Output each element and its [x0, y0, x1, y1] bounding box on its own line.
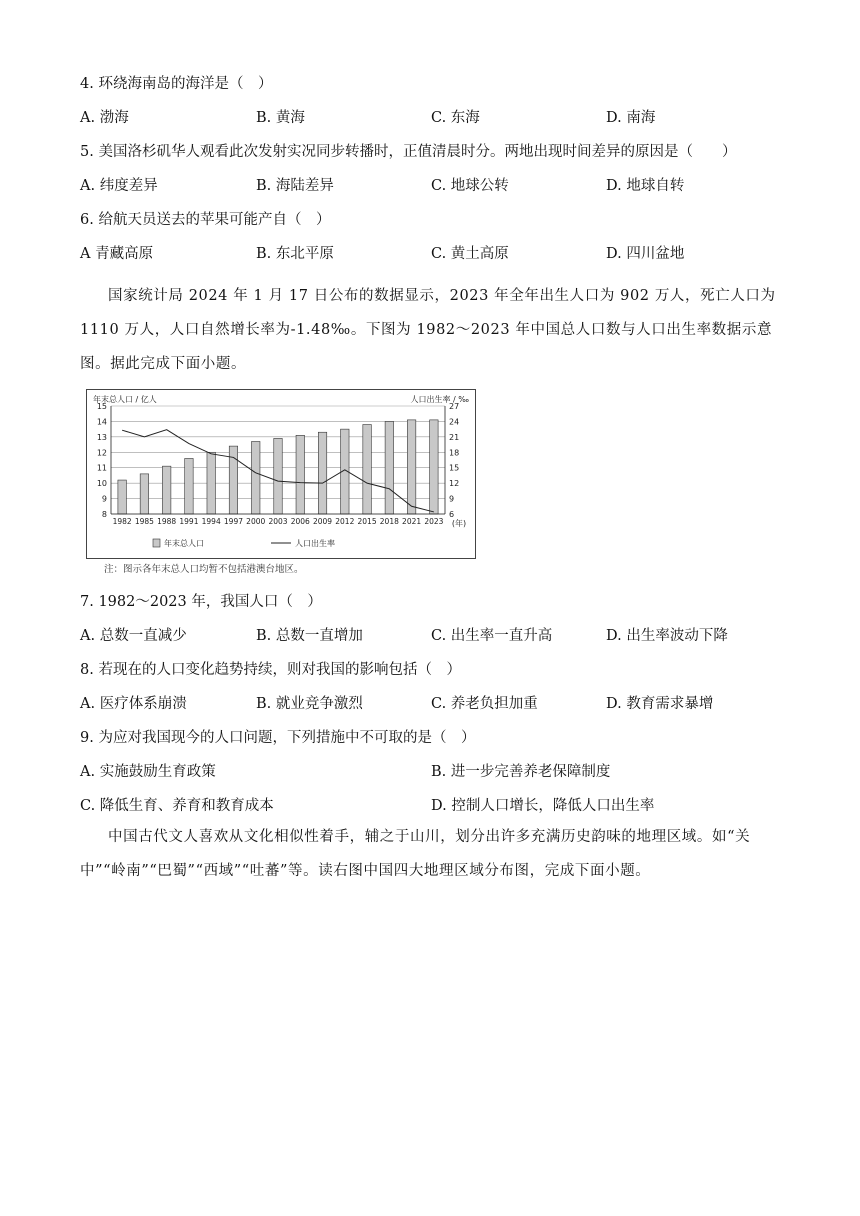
- q4-option-b[interactable]: B. 黄海: [256, 110, 305, 126]
- left-tick-label: 13: [96, 432, 107, 442]
- x-tick-label: 2023: [424, 517, 444, 526]
- x-tick-label: 1985: [134, 517, 154, 526]
- x-unit-label: (年): [451, 519, 467, 528]
- right-tick-label: 12: [449, 479, 460, 489]
- q8-option-a[interactable]: A. 医疗体系崩溃: [80, 696, 187, 712]
- population-bar: [296, 435, 304, 514]
- population-bar: [430, 420, 438, 514]
- population-bar: [118, 480, 126, 514]
- right-tick-label: 18: [449, 448, 460, 458]
- q5-option-d[interactable]: D. 地球自转: [606, 178, 685, 194]
- q6-option-b[interactable]: B. 东北平原: [256, 246, 334, 262]
- q5-option-a[interactable]: A. 纬度差异: [80, 178, 158, 194]
- q5-option-b[interactable]: B. 海陆差异: [256, 178, 334, 194]
- q6-option-a[interactable]: A 青藏高原: [80, 246, 154, 262]
- population-bar: [363, 425, 371, 514]
- population-bar: [252, 441, 260, 514]
- x-tick-label: 1994: [201, 517, 221, 526]
- x-tick-label: 2009: [312, 517, 333, 526]
- question-5-stem: 5. 美国洛杉矶华人观看此次发射实况同步转播时，正值清晨时分。两地出现时间差异的原因是（ ）: [80, 144, 737, 160]
- left-axis-label: 年末总人口 / 亿人: [93, 395, 157, 404]
- legend: [153, 538, 335, 548]
- question-8-stem: 8. 若现在的人口变化趋势持续，则对我国的影响包括（ ）: [80, 662, 461, 678]
- chart-note: 注：图示各年末总人口均暂不包括港澳台地区。: [104, 564, 304, 575]
- x-tick-label: 1991: [179, 517, 199, 526]
- x-tick-label: 2018: [379, 517, 399, 526]
- x-tick-label: 2015: [357, 517, 377, 526]
- population-bar: [162, 466, 170, 514]
- regions-intro-paragraph: 中国古代文人喜欢从文化相似性着手，辅之于山川，划分出许多充满历史韵味的地理区域。如“关中”“岭南”“巴蜀”“西域”“吐蕃”等。读右图中国四大地理区域分布图，完成下面小题。: [80, 829, 751, 879]
- q9-option-b[interactable]: B. 进一步完善养老保障制度: [431, 764, 611, 780]
- x-tick-label: 2021: [402, 517, 422, 526]
- left-tick-label: 8: [101, 510, 107, 519]
- right-tick-label: 15: [449, 463, 460, 473]
- q6-option-d[interactable]: D. 四川盆地: [606, 246, 685, 262]
- x-tick-label: 2006: [290, 517, 310, 526]
- population-bar: [318, 432, 326, 514]
- q9-option-d[interactable]: D. 控制人口增长，降低人口出生率: [431, 798, 655, 814]
- q7-option-b[interactable]: B. 总数一直增加: [256, 628, 363, 644]
- left-tick-label: 10: [96, 479, 107, 489]
- q4-option-d[interactable]: D. 南海: [606, 110, 656, 126]
- left-tick-label: 9: [101, 494, 107, 504]
- q4-option-c[interactable]: C. 东海: [431, 110, 480, 126]
- question-7-stem: 7. 1982～2023 年，我国人口（ ）: [80, 594, 322, 610]
- legend-bar-swatch: [153, 539, 160, 547]
- q8-option-b[interactable]: B. 就业竞争激烈: [256, 696, 363, 712]
- right-tick-label: 24: [449, 417, 460, 427]
- population-bar: [385, 421, 393, 514]
- q5-option-c[interactable]: C. 地球公转: [431, 178, 509, 194]
- population-chart: [86, 389, 476, 559]
- population-bar: [229, 446, 237, 514]
- q7-option-a[interactable]: A. 总数一直减少: [80, 628, 187, 644]
- q4-option-a[interactable]: A. 渤海: [80, 110, 129, 126]
- q7-option-d[interactable]: D. 出生率波动下降: [606, 628, 728, 644]
- x-tick-label: 2012: [335, 517, 355, 526]
- x-tick-label: 1982: [112, 517, 132, 526]
- population-bar: [407, 420, 415, 514]
- question-9-stem: 9. 为应对我国现今的人口问题，下列措施中不可取的是（ ）: [80, 730, 476, 746]
- right-tick-label: 9: [449, 494, 455, 504]
- question-6-stem: 6. 给航天员送去的苹果可能产自（ ）: [80, 212, 331, 228]
- population-bar: [185, 458, 193, 514]
- x-tick-label: 1997: [223, 517, 244, 526]
- question-4-stem: 4. 环绕海南岛的海洋是（ ）: [80, 76, 273, 92]
- right-axis-label: 人口出生率 / ‰: [410, 395, 469, 404]
- left-tick-label: 14: [96, 417, 107, 427]
- right-tick-label: 21: [449, 432, 460, 442]
- left-tick-label: 11: [96, 463, 107, 473]
- population-chart-svg: [87, 390, 475, 558]
- x-tick-label: 2003: [268, 517, 288, 526]
- q9-option-c[interactable]: C. 降低生育、养育和教育成本: [80, 798, 274, 814]
- x-tick-label: 1988: [157, 517, 177, 526]
- q9-option-a[interactable]: A. 实施鼓励生育政策: [80, 764, 216, 780]
- left-tick-label: 12: [96, 448, 107, 458]
- population-bars: [118, 420, 438, 514]
- q8-option-d[interactable]: D. 教育需求暴增: [606, 696, 714, 712]
- population-intro-paragraph: 国家统计局 2024 年 1 月 17 日公布的数据显示，2023 年全年出生人口为 902 万人，死亡人口为 1110 万人，人口自然增长率为-1.48‰。下图为 1982～2023 年中国总人口数与人口出生率数据示意图。据此完成下面小题。: [80, 288, 776, 372]
- legend-line-label: 人口出生率: [295, 539, 335, 548]
- x-tick-label: 2000: [246, 517, 266, 526]
- right-tick-label: 6: [449, 510, 455, 519]
- right-tick-label: 27: [449, 402, 460, 411]
- q6-option-c[interactable]: C. 黄土高原: [431, 246, 509, 262]
- population-bar: [274, 438, 282, 514]
- q8-option-c[interactable]: C. 养老负担加重: [431, 696, 538, 712]
- q7-option-c[interactable]: C. 出生率一直升高: [431, 628, 553, 644]
- population-bar: [207, 452, 215, 514]
- population-bar: [140, 474, 148, 514]
- legend-bar-label: 年末总人口: [164, 539, 204, 548]
- left-tick-label: 15: [96, 402, 107, 411]
